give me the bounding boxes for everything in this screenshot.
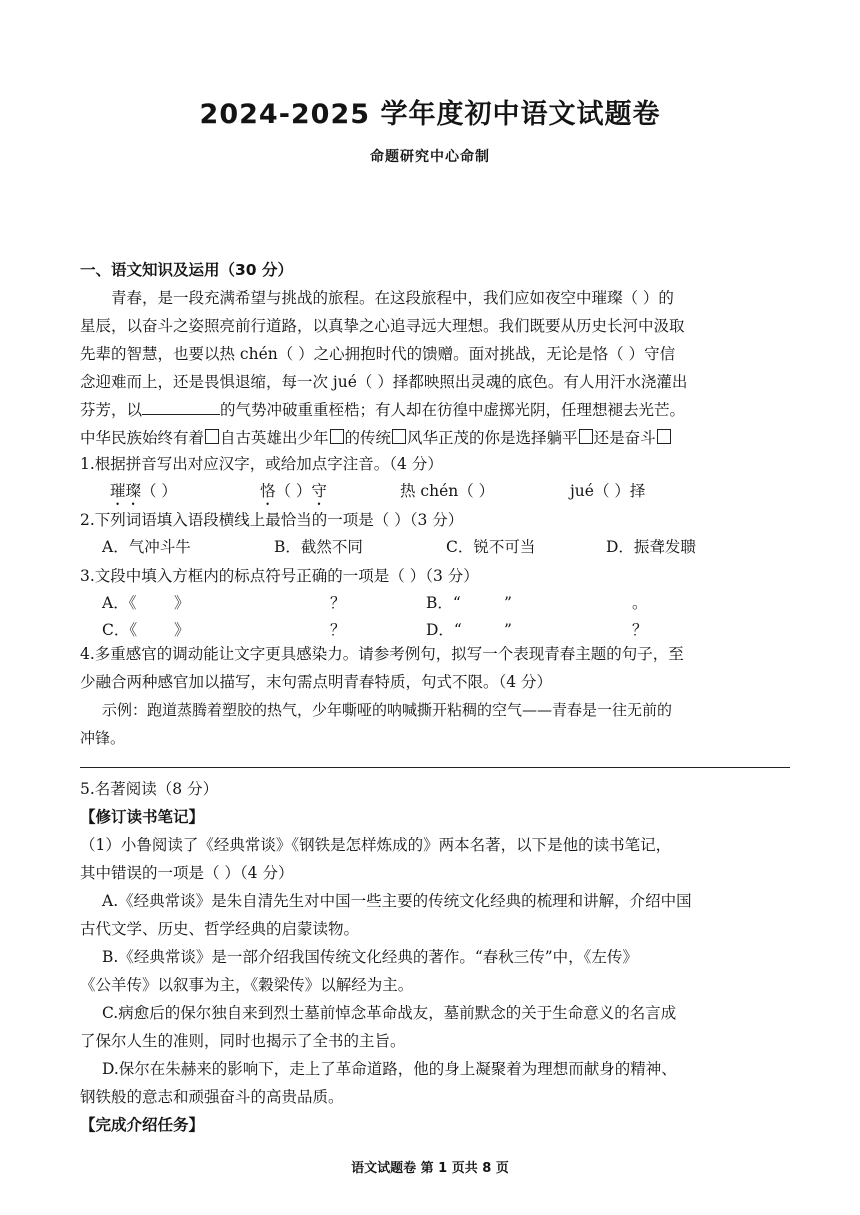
- option-c-cont: 了保尔人生的准则，同时也揭示了全书的主旨。: [80, 1032, 406, 1050]
- question-stem: 少融合两种感官加以描写，末句需点明青春特质，句式不限。（4 分）: [80, 673, 553, 691]
- punctuation-box[interactable]: [657, 429, 671, 444]
- page-footer: 语文试题卷 第 1 页共 8 页: [351, 1161, 509, 1176]
- option-b-mark: 。: [632, 594, 648, 612]
- option-c-mark: 》: [174, 621, 190, 639]
- option-a-mark: A．《: [102, 594, 137, 612]
- option-c-mark: ？: [330, 621, 346, 639]
- passage-text: 中华民族始终有着: [80, 429, 205, 447]
- option-b[interactable]: B．截然不同: [274, 538, 363, 556]
- punctuation-box[interactable]: [392, 429, 406, 444]
- passage-text: 自古英雄出少年: [220, 429, 329, 447]
- block-title: 【完成介绍任务】: [80, 1116, 205, 1134]
- passage-line: [80, 424, 792, 452]
- passage-line: 先辈的智慧，也要以热 chén（ ）之心拥抱时代的馈赠。面对挑战，无论是恪（ ）守信: [80, 345, 676, 363]
- question-2: [80, 506, 792, 561]
- option-a[interactable]: A.《经典常谈》是朱自清先生对中国一些主要的传统文化经典的梳理和讲解，介绍中国: [102, 892, 692, 910]
- passage-text: 风华正茂的你是选择躺平: [407, 429, 578, 447]
- option-b-mark: B．“: [426, 594, 461, 612]
- sub-question: 其中错误的一项是（ ）（4 分）: [80, 864, 294, 882]
- passage-text: 还是奋斗: [593, 429, 656, 447]
- passage: [80, 284, 792, 452]
- option-d-cont: 钢铁般的意志和顽强奋斗的高贵品质。: [80, 1088, 344, 1106]
- question-stem: 5.名著阅读（8 分）: [80, 780, 219, 798]
- question-1: [80, 450, 792, 509]
- option-b-mark: ”: [504, 594, 512, 612]
- question-stem: 4.多重感官的调动能让文字更具感染力。请参考例句，拟写一个表现青春主题的句子，至: [80, 645, 684, 663]
- option-d-mark: D．“: [426, 621, 462, 639]
- option-a-mark: 》: [174, 594, 190, 612]
- q1-item: jué（ ）择: [570, 482, 646, 500]
- example-sentence: 示例：跑道蒸腾着塑胶的热气，少年嘶哑的呐喊撕开粘稠的空气——青春是一往无前的: [102, 701, 673, 719]
- option-d[interactable]: D.保尔在朱赫来的影响下，走上了革命道路，他的身上凝聚着为理想而献身的精神、: [102, 1060, 677, 1078]
- example-sentence: 冲锋。: [80, 729, 126, 747]
- exam-subtitle: 命题研究中心命制: [370, 149, 490, 165]
- q1-item: 恪（ ）守: [260, 482, 327, 500]
- option-c[interactable]: C.病愈后的保尔独自来到烈士墓前悼念革命战友，墓前默念的关于生命意义的名言成: [102, 1004, 677, 1022]
- punctuation-box[interactable]: [205, 429, 219, 444]
- passage-text: 的气势冲破重重桎梏；有人却在彷徨中虚掷光阴，任理想褪去光芒。: [220, 401, 686, 419]
- option-d[interactable]: D．振聋发聩: [606, 538, 696, 556]
- option-b-cont: 《公羊传》以叙事为主，《穀梁传》以解经为主。: [80, 976, 414, 994]
- passage-text: 的传统: [344, 429, 392, 447]
- option-d-mark: ”: [504, 621, 512, 639]
- passage-line: 青春，是一段充满希望与挑战的旅程。在这段旅程中，我们应如夜空中璀璨（ ）的: [111, 289, 674, 307]
- q1-items: [80, 478, 792, 509]
- block-title: 【修订读书笔记】: [80, 808, 205, 826]
- question-5: [80, 775, 792, 1139]
- q1-item: 热 chén（ ）: [400, 482, 495, 500]
- part1-heading: 一、语文知识及运用（30 分）: [80, 261, 293, 279]
- option-c-mark: C．《: [102, 621, 138, 639]
- punctuation-box[interactable]: [579, 429, 593, 444]
- question-stem: 2.下列词语填入语段横线上最恰当的一项是（ ）（3 分）: [80, 511, 464, 529]
- question-stem: 1.根据拼音写出对应汉字，或给加点字注音。（4 分）: [80, 455, 443, 473]
- option-c[interactable]: C．锐不可当: [446, 538, 536, 556]
- option-a-cont: 古代文学、历史、哲学经典的启蒙读物。: [80, 920, 360, 938]
- question-4: [80, 640, 792, 752]
- part1-section: [80, 258, 792, 280]
- section-divider: [80, 767, 790, 768]
- passage-text: 芬芳，以: [80, 401, 143, 419]
- question-3: [80, 562, 792, 644]
- passage-line: 念迎难而上，还是畏惧退缩，每一次 jué（ ）择都映照出灵魂的底色。有人用汗水浇灌出: [80, 373, 688, 391]
- fill-blank[interactable]: [142, 400, 220, 415]
- sub-question: （1）小鲁阅读了《经典常谈》《钢铁是怎样炼成的》两本名著，以下是他的读书笔记，: [80, 836, 672, 854]
- exam-title: 2024-2025 学年度初中语文试题卷: [199, 99, 661, 130]
- q2-options: [80, 534, 792, 561]
- passage-line: [80, 396, 792, 424]
- punctuation-box[interactable]: [330, 429, 344, 444]
- option-d-mark: ？: [632, 621, 648, 639]
- q1-item: 璀璨（ ）: [110, 482, 177, 500]
- passage-line: 星辰，以奋斗之姿照亮前行道路，以真挚之心追寻远大理想。我们既要从历史长河中汲取: [80, 317, 685, 335]
- question-stem: 3.文段中填入方框内的标点符号正确的一项是（ ）（3 分）: [80, 567, 479, 585]
- q3-option-row[interactable]: [80, 590, 792, 617]
- option-a-mark: ？: [330, 594, 346, 612]
- option-a[interactable]: A．气冲斗牛: [102, 538, 191, 556]
- option-b[interactable]: B.《经典常谈》是一部介绍我国传统文化经典的著作。“春秋三传”中，《左传》: [102, 948, 638, 966]
